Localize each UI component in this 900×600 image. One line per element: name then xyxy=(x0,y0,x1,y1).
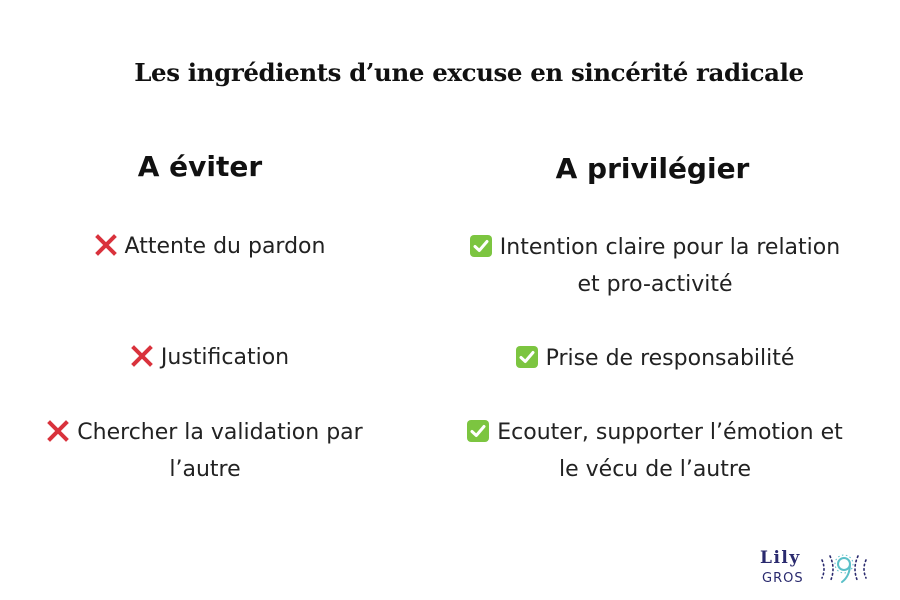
prefer-item xyxy=(455,414,855,488)
check-mark-button-icon xyxy=(470,235,492,257)
prefer-item-text-line2: le vécu de l’autre xyxy=(559,457,751,482)
prefer-item xyxy=(455,229,855,303)
cross-mark-icon xyxy=(131,345,153,367)
avoid-item-text: Justification xyxy=(160,345,290,370)
cross-mark-icon xyxy=(95,234,117,256)
heading-prefer: A privilégier xyxy=(555,152,750,185)
prefer-item-text: Ecouter, supporter l’émotion et xyxy=(497,420,843,445)
prefer-item-text-line2: et pro-activité xyxy=(577,272,733,297)
check-mark-button-icon xyxy=(467,420,489,442)
sound-wave-icon xyxy=(816,550,880,588)
cross-mark-icon xyxy=(47,420,69,442)
avoid-item xyxy=(20,339,400,376)
logo-surname: GROS xyxy=(762,571,804,586)
avoid-item-text-line2: l’autre xyxy=(169,457,241,482)
avoid-item xyxy=(20,228,400,265)
prefer-item xyxy=(455,340,855,377)
page-title: Les ingrédients d’une excuse en sincérité radicale xyxy=(134,58,804,87)
avoid-item xyxy=(10,414,400,488)
avoid-item-text: Chercher la validation par xyxy=(77,420,363,445)
check-mark-button-icon xyxy=(516,346,538,368)
avoid-item-text: Attente du pardon xyxy=(124,234,326,259)
logo-name: Lily xyxy=(760,548,801,568)
brand-logo xyxy=(760,548,890,593)
prefer-item-text: Intention claire pour la relation xyxy=(499,235,841,260)
heading-avoid: A éviter xyxy=(137,150,263,183)
prefer-item-text: Prise de responsabilité xyxy=(545,346,795,371)
